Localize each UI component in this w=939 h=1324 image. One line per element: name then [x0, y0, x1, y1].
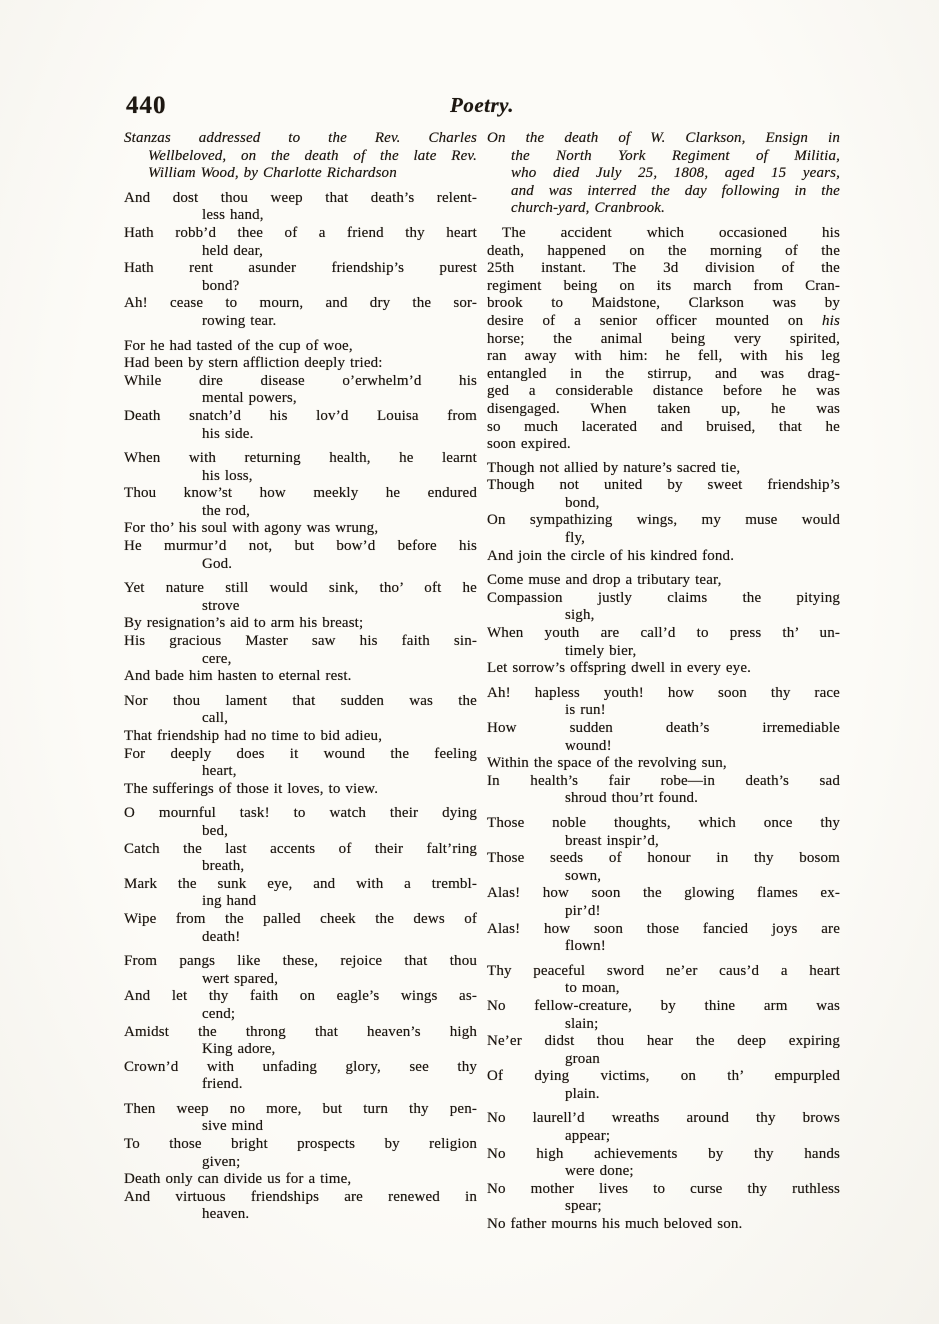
- poem-line: sive mind: [202, 1118, 264, 1135]
- poem-line: When with returning health, he learnt: [124, 450, 477, 467]
- poem-line: appear;: [565, 1128, 611, 1145]
- prose-line: ran away with him: he fell, with his leg: [487, 348, 840, 365]
- poem-line: God.: [202, 555, 233, 572]
- poem-line: Wipe from the palled cheek the dews of: [124, 910, 477, 927]
- poem-line: And virtuous friendships are renewed in: [124, 1188, 477, 1205]
- poem-line: given;: [202, 1153, 241, 1170]
- poem-line: plain.: [565, 1085, 600, 1102]
- poem-line: Death only can divide us for a time,: [124, 1171, 352, 1188]
- title-line: who died July 25, 1808, aged 15 years,: [511, 165, 840, 182]
- poem-line: Those noble thoughts, which once thy: [487, 814, 840, 831]
- prose-line: [487, 313, 840, 331]
- poem-line: Ah! cease to mourn, and dry the sor-: [124, 295, 477, 312]
- poem-line: timely bier,: [565, 642, 637, 659]
- poem-line: In health’s fair robe—in death’s sad: [487, 772, 840, 789]
- poem-line: King adore,: [202, 1041, 276, 1058]
- poem-line: No fellow-creature, by thine arm was: [487, 997, 840, 1014]
- poem-line: Death snatch’d his lov’d Louisa from: [124, 407, 477, 424]
- poem-line: His gracious Master saw his faith sin-: [124, 633, 477, 650]
- prose-line: so much lacerated and bruised, that he: [487, 418, 840, 435]
- poem-line: No father mourns his much beloved son.: [487, 1216, 743, 1233]
- stanza-block: [487, 963, 840, 1104]
- prose-line: soon expired.: [487, 436, 571, 453]
- poem-line: Catch the last accents of their falt’ring: [124, 840, 477, 857]
- poem-line: Alas! how soon the glowing flames ex-: [487, 885, 840, 902]
- poem-line: Within the space of the revolving sun,: [487, 755, 727, 772]
- poem-line: Though not united by sweet friendship’s: [487, 477, 840, 494]
- poem-line: heaven.: [202, 1206, 250, 1223]
- poem-line: Ah! hapless youth! how soon thy race: [487, 684, 840, 701]
- poem-line: bond?: [202, 277, 240, 294]
- poem-line: held dear,: [202, 242, 264, 259]
- poem-line: Hath robb’d thee of a friend thy heart: [124, 224, 477, 241]
- poem-line: For tho’ his soul with agony was wrung,: [124, 520, 379, 537]
- prose-line: regiment being on its march from Cran-: [487, 277, 840, 294]
- page-number: 440: [126, 92, 167, 119]
- poem-line: The sufferings of those it loves, to view.: [124, 780, 379, 797]
- poem-line: Mark the sunk eye, and with a trembl-: [124, 875, 477, 892]
- poem-line: Thy peaceful sword ne’er caus’d a heart: [487, 962, 840, 979]
- poem-line: O mournful task! to watch their dying: [124, 805, 477, 822]
- title-block: [124, 130, 477, 183]
- stanza-block: [124, 693, 477, 799]
- poem-line: is run!: [565, 702, 606, 719]
- poem-line: groan: [565, 1050, 600, 1067]
- running-head: Poetry.: [450, 93, 514, 117]
- prose-line: The accident which occasioned his: [502, 224, 840, 241]
- poem-line: flown!: [565, 938, 606, 955]
- poem-line: Then weep no more, but turn thy pen-: [124, 1100, 477, 1117]
- stanza-block: [487, 572, 840, 678]
- poem-line: wert spared,: [202, 970, 279, 987]
- poem-line: Hath rent asunder friendship’s purest: [124, 260, 477, 277]
- poem-line: were done;: [565, 1163, 634, 1180]
- poem-line: friend.: [202, 1076, 243, 1093]
- poem-line: breast inspir’d,: [565, 832, 659, 849]
- poem-line: From pangs like these, rejoice that thou: [124, 953, 477, 970]
- poem-line: Compassion justly claims the pitying: [487, 589, 840, 606]
- poem-line: And dost thou weep that death’s relent-: [124, 189, 477, 206]
- stanza-block: [487, 460, 840, 566]
- stanza-block: [124, 805, 477, 946]
- title-line: Wellbeloved, on the death of the late Rev.: [148, 147, 477, 164]
- stanza-block: [124, 450, 477, 573]
- poem-line: fly,: [565, 530, 586, 547]
- poem-line: slain;: [565, 1015, 599, 1032]
- poem-line: He murmur’d not, but bow’d before his: [124, 538, 477, 555]
- poem-line: to moan,: [565, 980, 620, 997]
- poem-line: To those bright prospects by religion: [124, 1136, 477, 1153]
- text-segment: desire of a senior officer mounted on: [487, 312, 823, 329]
- stanza-block: [124, 953, 477, 1094]
- poem-line: When youth are call’d to press th’ un-: [487, 625, 840, 642]
- left-column: [124, 130, 477, 1241]
- prose-line: 25th instant. The 3d division of the: [487, 260, 840, 277]
- poem-line: For deeply does it wound the feeling: [124, 745, 477, 762]
- stanza-block: [487, 1110, 840, 1233]
- poem-line: mental powers,: [202, 390, 297, 407]
- title-line: On the death of W. Clarkson, Ensign in: [487, 130, 840, 146]
- title-line: and was interred the day following in the: [511, 182, 840, 199]
- poem-line: No mother lives to curse thy ruthless: [487, 1180, 840, 1197]
- poem-line: Alas! how soon those fancied joys are: [487, 920, 840, 937]
- prose-line: ged a considerable distance before he was: [487, 383, 840, 400]
- poem-line: sown,: [565, 867, 602, 884]
- title-line: Stanzas addressed to the Rev. Charles: [124, 130, 477, 146]
- stanza-block: [124, 1101, 477, 1224]
- stanza-block: [124, 338, 477, 444]
- poem-line: While dire disease o’erwhelm’d his: [124, 372, 477, 389]
- poem-line: cend;: [202, 1005, 236, 1022]
- poem-line: heart,: [202, 763, 237, 780]
- poem-line: his side.: [202, 425, 254, 442]
- stanza-block: [124, 190, 477, 331]
- poem-line: bond,: [565, 494, 600, 511]
- poem-line: the rod,: [202, 502, 251, 519]
- poem-line: How sudden death’s irremediable: [487, 720, 840, 736]
- prose-line: horse; the animal being very spirited,: [487, 330, 840, 347]
- poem-line: breath,: [202, 858, 245, 875]
- poem-line: spear;: [565, 1198, 602, 1215]
- poem-line: Had been by stern affliction deeply tried:: [124, 355, 383, 372]
- poem-line: Ne’er didst thou hear the deep expiring: [487, 1033, 840, 1050]
- poem-line: cere,: [202, 650, 232, 667]
- prose-block: [487, 225, 840, 454]
- title-line: church-yard, Cranbrook.: [511, 200, 666, 217]
- poem-line: Those seeds of honour in thy bosom: [487, 850, 840, 867]
- poem-line: his loss,: [202, 467, 253, 484]
- text-columns: [124, 130, 840, 1241]
- italic-word: his: [822, 312, 840, 329]
- poem-line: Come muse and drop a tributary tear,: [487, 572, 722, 589]
- stanza-block: [487, 685, 840, 808]
- title-block: [487, 130, 840, 218]
- poem-line: Thou know’st how meekly he endured: [124, 485, 477, 502]
- poem-line: And join the circle of his kindred fond.: [487, 547, 735, 564]
- title-line: the North York Regiment of Militia,: [511, 147, 840, 164]
- poem-line: On sympathizing wings, my muse would: [487, 512, 840, 529]
- right-column: [487, 130, 840, 1241]
- poem-line: bed,: [202, 822, 229, 839]
- poem-line: By resignation’s aid to arm his breast;: [124, 615, 364, 632]
- stanza-block: [487, 815, 840, 956]
- poem-line: That friendship had no time to bid adieu,: [124, 728, 383, 744]
- prose-line: brook to Maidstone, Clarkson was by: [487, 295, 840, 312]
- poem-line: pir’d!: [565, 902, 601, 919]
- poem-line: ing hand: [202, 893, 257, 910]
- poem-line: shroud thou’rt found.: [565, 790, 699, 807]
- poem-line: wound!: [565, 737, 612, 754]
- prose-line: entangled in the stirrup, and was drag-: [487, 365, 840, 382]
- page-header: [124, 90, 840, 124]
- poem-line: Crown’d with unfading glory, see thy: [124, 1058, 477, 1075]
- poem-line: sigh,: [565, 607, 595, 624]
- poem-line: rowing tear.: [202, 312, 277, 329]
- poem-line: Nor thou lament that sudden was the: [124, 692, 477, 709]
- poem-line: Let sorrow’s offspring dwell in every eye.: [487, 660, 752, 677]
- poem-line: For he had tasted of the cup of woe,: [124, 337, 353, 354]
- poem-line: Yet nature still would sink, tho’ oft he: [124, 580, 477, 597]
- stanza-block: [124, 580, 477, 686]
- poem-line: Though not allied by nature’s sacred tie,: [487, 459, 741, 476]
- poem-line: death!: [202, 928, 241, 945]
- poem-line: Amidst the throng that heaven’s high: [124, 1023, 477, 1040]
- poem-line: No high achievements by thy hands: [487, 1145, 840, 1162]
- poem-line: strove: [202, 597, 240, 614]
- poem-line: Of dying victims, on th’ empurpled: [487, 1068, 840, 1085]
- prose-line: disengaged. When taken up, he was: [487, 400, 840, 417]
- poem-line: And bade him hasten to eternal rest.: [124, 668, 352, 685]
- poem-line: less hand,: [202, 207, 264, 224]
- poem-line: call,: [202, 710, 229, 727]
- title-line: William Wood, by Charlotte Richardson: [148, 165, 397, 182]
- poem-line: No laurell’d wreaths around thy brows: [487, 1110, 840, 1127]
- poem-line: And let thy faith on eagle’s wings as-: [124, 988, 477, 1005]
- prose-line: death, happened on the morning of the: [487, 242, 840, 259]
